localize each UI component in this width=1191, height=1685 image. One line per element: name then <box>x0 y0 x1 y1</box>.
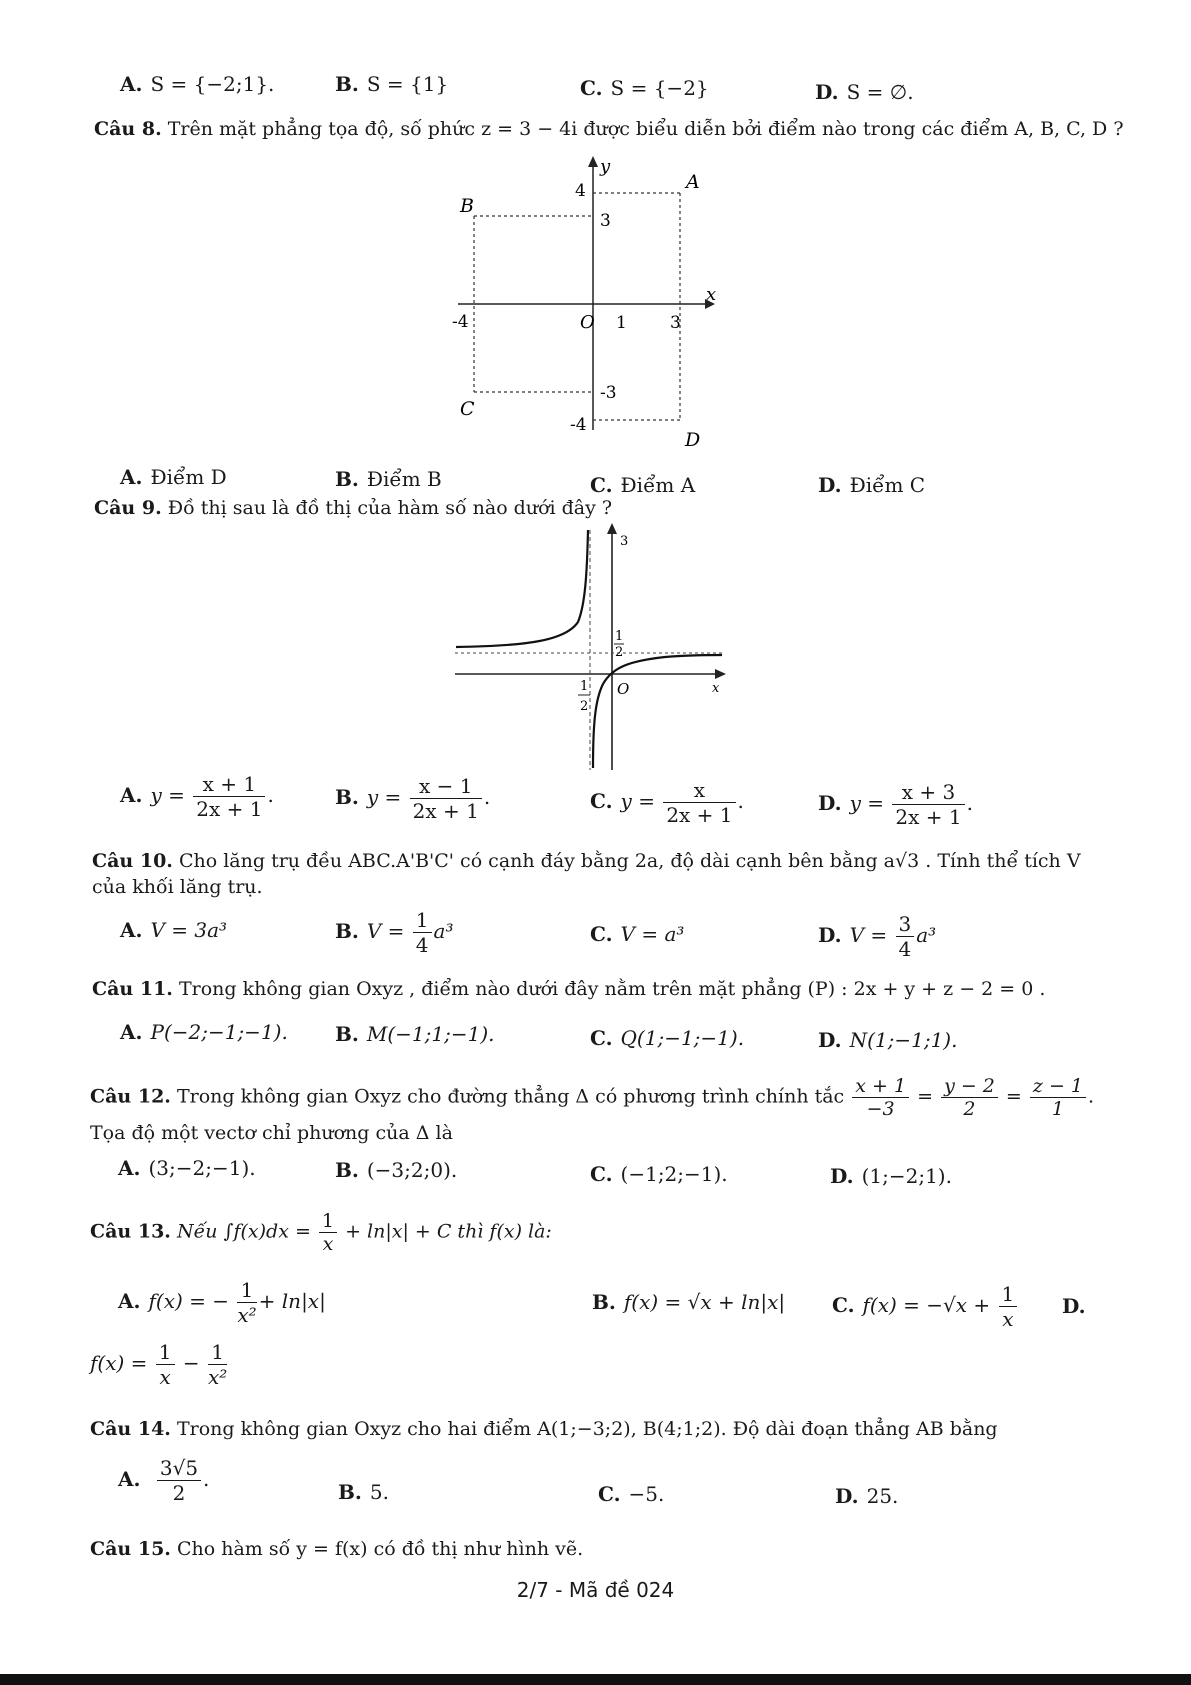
q8-option-a: A. Điểm D <box>120 465 227 489</box>
q9-option-c: C. y = $\frac{x}{2x + 1}$ . <box>590 778 744 827</box>
point-b-label: B <box>460 195 474 217</box>
q14-option-a: A. $\frac{3√5}{2}$ . <box>118 1456 210 1505</box>
y-axis-label: y <box>600 156 611 177</box>
origin-label: O <box>580 312 595 333</box>
tick-xm4: -4 <box>452 312 469 332</box>
q15-stem: Câu 15. Cho hàm số y = f(x) có đồ thị như hình vẽ. <box>90 1538 584 1560</box>
q11-option-d: D. N(1;−1;1). <box>818 1028 958 1052</box>
neg-half-den: 2 <box>580 699 589 714</box>
q13-option-c: C. f(x) = −√x + $\frac{1}{x}$ <box>832 1282 1019 1331</box>
tick-ym4: -4 <box>570 415 587 435</box>
q12-stem: Câu 12. Trong không gian Oxyz cho đường thẳng Δ có phương trình chính tắc $\frac{x + 1}{-3}$ = $\frac{y - 2}{2}$ = $\frac{z - 1}{1}$ . <box>90 1075 1095 1120</box>
q7-option-c: C. S = {−2} <box>580 76 709 100</box>
q11-stem: Câu 11. Trong không gian Oxyz , điểm nào dưới đây nằm trên mặt phẳng (P) : 2x + y + z − 2 = 0 . <box>92 978 1046 1000</box>
scan-edge-bar <box>0 1674 1191 1685</box>
q10-option-b: B. V = $\frac{1}{4}$ a³ <box>335 908 454 957</box>
q12-option-b: B. (−3;2;0). <box>335 1158 458 1182</box>
q13-option-d-label: D. <box>1062 1294 1086 1318</box>
q13-option-d: f(x) = $\frac{1}{x}$ − $\frac{1}{\text{x²}}$ <box>90 1340 228 1389</box>
origin-label: O <box>617 680 630 698</box>
q11-option-c: C. Q(1;−1;−1). <box>590 1026 745 1050</box>
q11-option-b: B. M(−1;1;−1). <box>335 1022 495 1046</box>
y-tick-3: 3 <box>620 534 629 549</box>
tick-y3: 3 <box>600 211 611 231</box>
q10-stem-line2: của khối lăng trụ. <box>92 876 263 898</box>
q14-stem: Câu 14. Trong không gian Oxyz cho hai điểm A(1;−3;2), B(4;1;2). Độ dài đoạn thẳng AB bằng <box>90 1418 998 1440</box>
q12-option-d: D. (1;−2;1). <box>830 1164 952 1188</box>
tick-y4: 4 <box>575 181 586 201</box>
point-d-label: D <box>685 429 701 450</box>
q14-option-d: D. 25. <box>835 1484 899 1508</box>
half-num: 1 <box>615 629 624 644</box>
q9-option-d: D. y = $\frac{x + 3}{2x + 1}$ . <box>818 780 973 829</box>
q9-hyperbola-graph <box>450 515 740 775</box>
neg-half-num: 1 <box>580 679 589 694</box>
q8-option-c: C. Điểm A <box>590 473 696 497</box>
q14-option-c: C. −5. <box>598 1482 665 1506</box>
tick-ym3: -3 <box>600 383 617 403</box>
q11-option-a: A. P(−2;−1;−1). <box>120 1020 288 1044</box>
q9-stem: Câu 9. Đồ thị sau là đồ thị của hàm số nào dưới đây ? <box>94 497 613 519</box>
q9-option-a: A. y = $\frac{x + 1}{2x + 1}$ . <box>120 772 274 821</box>
point-a-label: A <box>686 171 700 193</box>
q10-option-a: A. V = 3a³ <box>120 918 228 942</box>
q8-coordinate-figure <box>440 150 740 450</box>
x-axis-label: x <box>712 681 720 696</box>
tick-x1: 1 <box>616 313 627 333</box>
q10-option-d: D. V = $\frac{3}{4}$ a³ <box>818 912 937 961</box>
x-axis-label: x <box>706 284 717 305</box>
q13-option-b: B. f(x) = √x + ln|x| <box>592 1290 786 1314</box>
q8-stem: Câu 8. Trên mặt phẳng tọa độ, số phức z = 3 − 4i được biểu diễn bởi điểm nào trong các điểm A, B, C, D ? <box>94 118 1124 140</box>
q8-option-d: D. Điểm C <box>818 473 926 497</box>
q10-stem: Câu 10. Cho lăng trụ đều ABC.A'B'C' có cạnh đáy bằng 2a, độ dài cạnh bên bằng a√3 . Tính thể tích V <box>92 850 1081 872</box>
q8-option-b: B. Điểm B <box>335 467 442 491</box>
q7-option-b: B. S = {1} <box>335 72 449 96</box>
tick-x3: 3 <box>670 313 681 333</box>
point-c-label: C <box>460 398 475 420</box>
q12-option-a: A. (3;−2;−1). <box>118 1156 256 1180</box>
half-den: 2 <box>615 645 624 660</box>
q12-stem-line2: Tọa độ một vectơ chỉ phương của Δ là <box>90 1122 453 1144</box>
q13-stem: Câu 13. Nếu ∫f(x)dx = $\frac{1}{x} + \ln|x| + C$ thì f(x) là: <box>90 1210 552 1255</box>
q7-option-d: D. S = ∅. <box>815 80 914 104</box>
q13-option-a: A. f(x) = − $\frac{1}{\text{x²}} + \ln|x|$ <box>118 1278 326 1327</box>
q10-option-c: C. V = a³ <box>590 922 685 946</box>
q14-option-b: B. 5. <box>338 1480 389 1504</box>
q7-option-a: A. S = {−2;1}. <box>120 72 275 96</box>
q12-option-c: C. (−1;2;−1). <box>590 1162 728 1186</box>
q9-option-b: B. y = $\frac{x - 1}{2x + 1}$ . <box>335 774 491 823</box>
page-footer: 2/7 - Mã đề 024 <box>516 1578 675 1602</box>
